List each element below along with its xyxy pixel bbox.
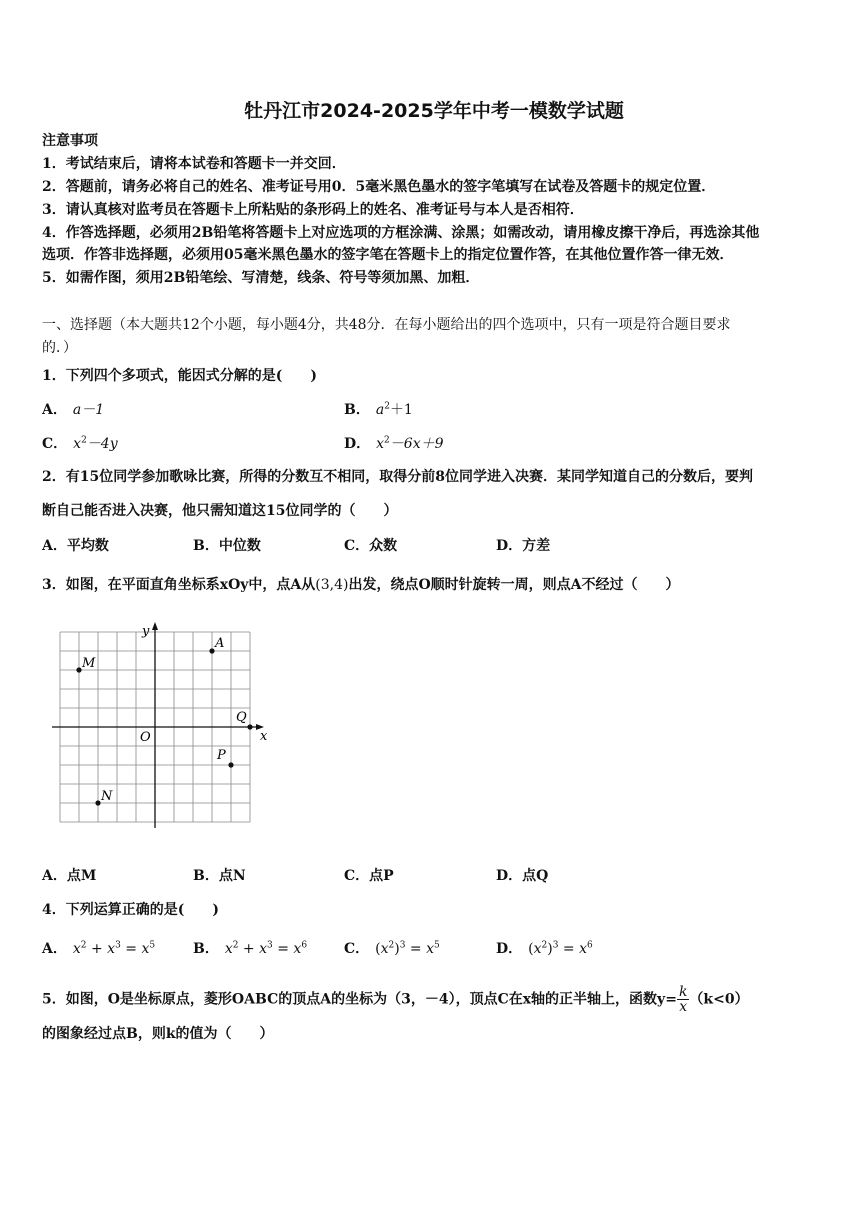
q4-a-x3: x	[141, 941, 150, 957]
q1-option-d-rest: －6x＋9	[389, 436, 444, 452]
q1-option-b-label: B．	[344, 402, 370, 418]
q4-c-x2: x	[426, 941, 435, 957]
q4-option-d: D． $(x^2)^3 = x^6$	[496, 940, 593, 957]
question-1-stem: 1．下列四个多项式，能因式分解的是( )	[42, 368, 317, 384]
q4-a-eq: =	[120, 941, 142, 957]
q4-a-e1: 2	[80, 940, 87, 951]
q1-option-c-exp: 2	[81, 435, 87, 446]
notice-heading: 注意事项	[42, 133, 98, 149]
q3-stem-point: (3,4)	[315, 577, 349, 593]
q4-option-c: C． $(x^2)^3 = x^5$	[344, 940, 440, 957]
q4-d-e1: 2	[541, 940, 548, 951]
q4-c-e3: 5	[434, 940, 440, 951]
q3-option-c: C．点P	[344, 868, 394, 884]
q4-d-e3: 6	[587, 940, 593, 951]
q2-option-b: B．中位数	[193, 538, 261, 554]
page-title: 牡丹江市2024-2025学年中考一模数学试题	[244, 100, 624, 122]
q1-option-c-base: x	[73, 436, 82, 452]
notice-item-5: 5．如需作图，须用2B铅笔绘、写清楚，线条、符号等须加黑、加粗．	[42, 270, 480, 286]
point-label-a: A	[215, 636, 225, 651]
q1-option-a	[42, 401, 104, 419]
section-heading: 一、选择题（本大题共12个小题，每小题4分，共48分．在每小题给出的四个选项中，只有一项是符合题目要求	[42, 317, 731, 333]
q4-b-e1: 2	[232, 940, 239, 951]
q1-option-d-exp: 2	[384, 435, 390, 446]
point-m	[76, 667, 81, 672]
q4-d-x1: x	[533, 941, 542, 957]
question-2-stem: 2．有15位同学参加歌咏比赛，所得的分数互不相同，取得分前8位同学进入决赛．某同学知道自己的分数后，要判	[42, 469, 753, 485]
q5-stem-b: （k<0）	[689, 991, 749, 1008]
q4-a-x2: x	[107, 941, 116, 957]
q4-b-x1: x	[224, 941, 233, 957]
q5-frac-num: k	[678, 984, 688, 1000]
question-5-stem	[42, 985, 749, 1014]
q4-c-x1: x	[380, 941, 389, 957]
point-a	[209, 648, 214, 653]
q1-option-c-label: C．	[42, 436, 68, 452]
coordinate-grid	[50, 622, 280, 840]
q4-d-eq: =	[558, 941, 580, 957]
notice-item-1: 1．考试结束后，请将本试卷和答题卡一并交回．	[42, 156, 346, 172]
y-axis-label: y	[142, 624, 150, 639]
q4-b-e2: 3	[267, 940, 273, 951]
q4-option-b	[193, 940, 307, 958]
q1-option-d	[344, 435, 444, 453]
q4-option-d-label: D．	[496, 941, 523, 957]
q1-option-d-label: D．	[344, 436, 371, 452]
q1-option-b-base: a	[375, 402, 385, 418]
q1-option-c-rest: －4y	[86, 436, 118, 452]
q1-option-a-label: A．	[42, 402, 67, 418]
question-4-stem: 4．下列运算正确的是( )	[42, 902, 219, 918]
q4-b-e3: 6	[301, 940, 308, 951]
q4-a-e3: 5	[149, 940, 156, 951]
point-label-n: N	[101, 789, 113, 804]
q4-c-e1: 2	[388, 940, 395, 951]
notice-item-4: 4．作答选择题，必须用2B铅笔将答题卡上对应选项的方框涂满、涂黑；如需改动，请用橡皮擦干净后，再选涂其他	[42, 225, 760, 241]
q4-option-b-label: B．	[193, 941, 219, 957]
q3-option-a: A．点M	[42, 868, 97, 884]
notice-item-3: 3．请认真核对监考员在答题卡上所粘贴的条形码上的姓名、准考证号与本人是否相符．	[42, 202, 584, 218]
notice-item-4-cont: 选项．作答非选择题，必须用05毫米黑色墨水的签字笔在答题卡上的指定位置作答，在其他位置作答一律无效．	[42, 247, 734, 263]
q1-option-a-text: a－1	[72, 402, 105, 418]
q4-option-c-label: C．	[344, 941, 370, 957]
q4-c-e2: 3	[399, 940, 406, 951]
point-p	[228, 762, 233, 767]
point-n	[95, 800, 100, 805]
q4-a-e2: 3	[115, 940, 121, 951]
q5-fraction	[677, 985, 689, 1014]
section-heading-cont: 的．）	[42, 340, 77, 356]
q4-b-eq: =	[272, 941, 294, 957]
y-axis-arrow	[152, 622, 158, 630]
q1-option-b-exp: 2	[384, 401, 390, 412]
q2-option-d: D．方差	[496, 538, 551, 554]
q3-option-d: D．点Q	[496, 868, 549, 884]
q4-option-a	[42, 940, 155, 958]
q1-option-d-base: x	[376, 436, 385, 452]
q4-b-plus: +	[238, 941, 260, 957]
point-label-m: M	[82, 656, 96, 671]
q4-d-x2: x	[579, 941, 587, 957]
q4-c-eq: =	[405, 941, 427, 957]
question-3-stem	[42, 576, 680, 594]
q4-d-e2: 3	[552, 940, 559, 951]
q4-a-x1: x	[72, 941, 81, 957]
q3-stem-a: 3．如图，在平面直角坐标系xOy中，点A从	[42, 577, 316, 593]
q2-option-a: A．平均数	[42, 538, 109, 554]
notice-item-2: 2．答题前，请务必将自己的姓名、准考证号用0．5毫米黑色墨水的签字笔填写在试卷及答题卡的规定位置．	[42, 179, 716, 195]
q1-option-c	[42, 435, 118, 453]
q3-stem-b: 出发，绕点O顺时针旋转一周，则点A不经过（ ）	[348, 577, 680, 593]
point-label-p: P	[217, 748, 226, 763]
q1-option-b	[344, 401, 413, 419]
q5-stem-a: 5．如图，O是坐标原点，菱形OABC的顶点A的坐标为（3，－4），顶点C在x轴的正半轴上，函数y=	[42, 991, 677, 1008]
point-q	[247, 724, 252, 729]
point-label-q: Q	[236, 710, 247, 725]
q4-a-plus: +	[86, 941, 108, 957]
q5-frac-den: x	[679, 999, 688, 1015]
q2-option-c: C．众数	[344, 538, 398, 554]
q4-b-x2: x	[259, 941, 268, 957]
q3-option-b: B．点N	[193, 868, 246, 884]
origin-label: O	[140, 730, 151, 745]
q1-option-b-rest: ＋1	[389, 402, 413, 418]
x-axis-label: x	[260, 729, 268, 744]
q4-b-x3: x	[293, 941, 302, 957]
question-2-stem-cont: 断自己能否进入决赛，他只需知道这15位同学的（ ）	[42, 503, 398, 519]
question-5-stem-cont: 的图象经过点B，则k的值为（ ）	[42, 1026, 274, 1042]
q4-option-a-label: A．	[42, 941, 67, 957]
